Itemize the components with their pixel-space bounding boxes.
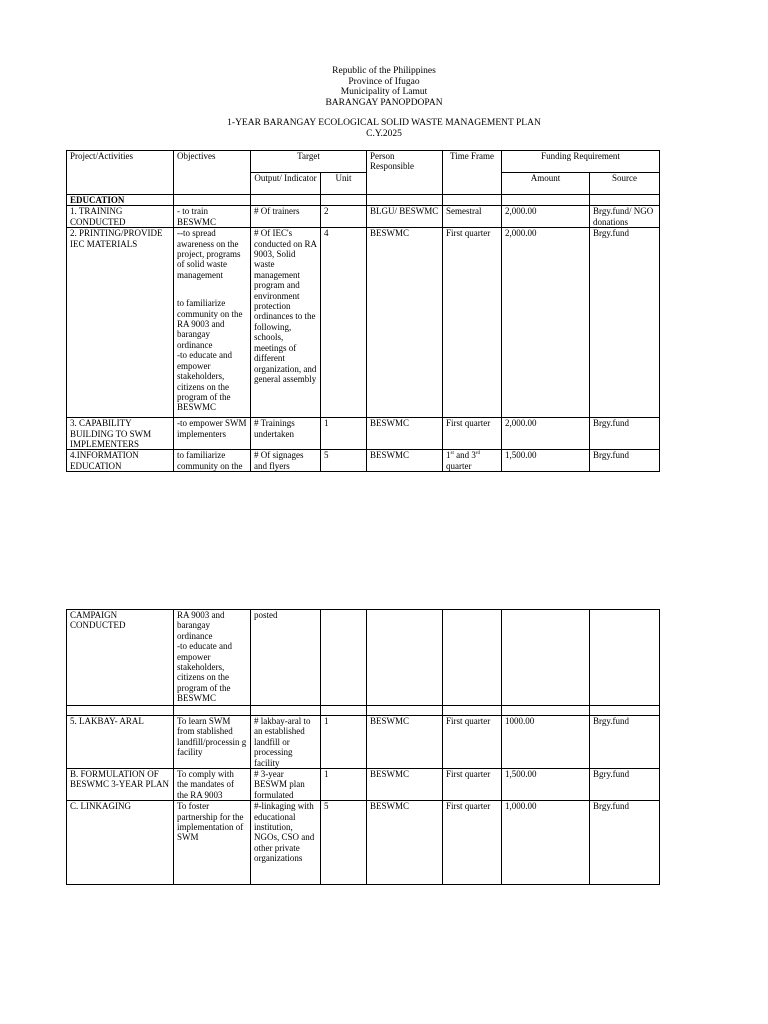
objectives-cell: To comply with the mandates of the RA 9003 xyxy=(174,769,251,801)
time-cell: First quarter xyxy=(443,716,502,769)
unit-cell: 1 xyxy=(321,418,367,450)
person-cell: BESWMC xyxy=(367,716,443,769)
col-header-target: Target xyxy=(251,151,367,173)
objectives-cell xyxy=(174,610,251,706)
source-cell: Brgy.fund xyxy=(590,228,660,418)
time-cell: First quarter xyxy=(443,418,502,450)
col-header-objectives: Objectives xyxy=(174,151,251,195)
table-row xyxy=(67,228,660,418)
unit-cell: 1 xyxy=(321,769,367,801)
source-cell: Brgy.fund xyxy=(590,450,660,472)
header-municipality: Municipality of Lamut xyxy=(340,87,428,97)
unit-cell: 5 xyxy=(321,450,367,472)
person-cell: BESWMC xyxy=(367,801,443,885)
unit-cell: 4 xyxy=(321,228,367,418)
objective-text: RA 9003 and barangay ordinance xyxy=(177,610,225,641)
project-cell: 2. PRINTING/PROVIDE IEC MATERIALS xyxy=(67,228,174,418)
objective-text: to familiarize community on the RA 9003 and barangay ordinance xyxy=(177,298,243,350)
plan-table-page2 xyxy=(66,609,660,885)
unit-cell: 5 xyxy=(321,801,367,885)
col-header-output: Output/ Indicator xyxy=(251,173,321,195)
table-row xyxy=(67,769,660,801)
table-row xyxy=(67,716,660,769)
table-row xyxy=(67,206,660,228)
plan-title: 1-YEAR BARANGAY ECOLOGICAL SOLID WASTE MANAGEMENT PLAN xyxy=(227,118,541,128)
source-cell: Brgy.fund xyxy=(590,716,660,769)
person-cell: BLGU/ BESWMC xyxy=(367,206,443,228)
person-cell: BESWMC xyxy=(367,450,443,472)
col-header-funding: Funding Requirement xyxy=(502,151,660,173)
output-cell: # 3-year BESWM plan formulated xyxy=(251,769,321,801)
time-cell: First quarter xyxy=(443,801,502,885)
objective-text: -to educate and empower stakeholders, citizens on the program of the BESWMC xyxy=(177,641,232,704)
person-cell: BESWMC xyxy=(367,769,443,801)
unit-cell: 1 xyxy=(321,716,367,769)
plan-year: C.Y.2025 xyxy=(366,128,402,139)
project-cell: 5. LAKBAY- ARAL xyxy=(67,716,174,769)
amount-cell: 2,000.00 xyxy=(502,418,590,450)
plan-table-page1 xyxy=(66,150,660,472)
document-header xyxy=(0,66,768,108)
source-cell: Brgy.fund/ NGO donations xyxy=(590,206,660,228)
project-cell: B. FORMULATION OF BESWMC 3-YEAR PLAN xyxy=(67,769,174,801)
project-cell: CAMPAIGN CONDUCTED xyxy=(67,610,174,706)
table-row xyxy=(67,610,660,706)
col-header-project: Project/Activities xyxy=(67,151,174,195)
header-province: Province of Ifugao xyxy=(348,76,420,87)
source-cell: Brgy.fund xyxy=(590,418,660,450)
output-cell: #-linkaging with educational institution, NGOs, CSO and other private organizations xyxy=(251,801,321,885)
header-barangay: BARANGAY PANOPDOPAN xyxy=(325,97,443,108)
amount-cell: 1,500.00 xyxy=(502,450,590,472)
col-header-source: Source xyxy=(590,173,660,195)
amount-cell: 2,000.00 xyxy=(502,228,590,418)
section-education: EDUCATION xyxy=(67,195,174,206)
header-republic: Republic of the Philippines xyxy=(332,66,436,76)
table-row xyxy=(67,418,660,450)
amount-cell: 1000.00 xyxy=(502,716,590,769)
unit-cell: 2 xyxy=(321,206,367,228)
objectives-cell xyxy=(174,228,251,418)
objectives-cell: -to empower SWM implementers xyxy=(174,418,251,450)
amount-cell: 2,000.00 xyxy=(502,206,590,228)
time-cell: First quarter xyxy=(443,769,502,801)
table-row xyxy=(67,450,660,472)
objectives-cell: - to train BESWMC xyxy=(174,206,251,228)
time-cell: 1st and 3rd quarter xyxy=(443,450,502,472)
output-cell: # lakbay-aral to an established landfill or processing facility xyxy=(251,716,321,769)
output-cell: # Of trainers xyxy=(251,206,321,228)
person-cell: BESWMC xyxy=(367,418,443,450)
objectives-cell: to familiarize community on the xyxy=(174,450,251,472)
amount-cell: 1,000.00 xyxy=(502,801,590,885)
source-cell: Bgry.fund xyxy=(590,769,660,801)
output-cell: # Of IEC's conducted on RA 9003, Solid waste management program and environment protection ordinances to the following, schools, meetings of different organization, and general assembly xyxy=(251,228,321,418)
source-cell: Brgy.fund xyxy=(590,801,660,885)
output-cell: # Trainings undertaken xyxy=(251,418,321,450)
col-header-person: Person Responsible xyxy=(367,151,443,195)
time-cell: Semestral xyxy=(443,206,502,228)
person-cell: BESWMC xyxy=(367,228,443,418)
objective-text: -to educate and empower stakeholders, citizens on the program of the BESWMC xyxy=(177,350,232,413)
project-cell: 1. TRAINING CONDUCTED xyxy=(67,206,174,228)
col-header-time: Time Frame xyxy=(443,151,502,195)
output-cell: # Of signages and flyers xyxy=(251,450,321,472)
amount-cell: 1,500.00 xyxy=(502,769,590,801)
output-cell: posted xyxy=(251,610,321,706)
table-row xyxy=(67,801,660,885)
time-cell: First quarter xyxy=(443,228,502,418)
col-header-amount: Amount xyxy=(502,173,590,195)
objectives-cell: To learn SWM from stablished landfill/processin g facility xyxy=(174,716,251,769)
col-header-unit: Unit xyxy=(321,173,367,195)
project-cell: 4.INFORMATION EDUCATION xyxy=(67,450,174,472)
project-cell: 3. CAPABILITY BUILDING TO SWM IMPLEMENTERS xyxy=(67,418,174,450)
objective-text: --to spread awareness on the project, programs of solid waste management xyxy=(177,228,241,280)
objectives-cell: To foster partnership for the implementation of SWM xyxy=(174,801,251,885)
project-cell: C. LINKAGING xyxy=(67,801,174,885)
plan-title-block xyxy=(0,118,768,139)
table-row xyxy=(67,706,660,716)
